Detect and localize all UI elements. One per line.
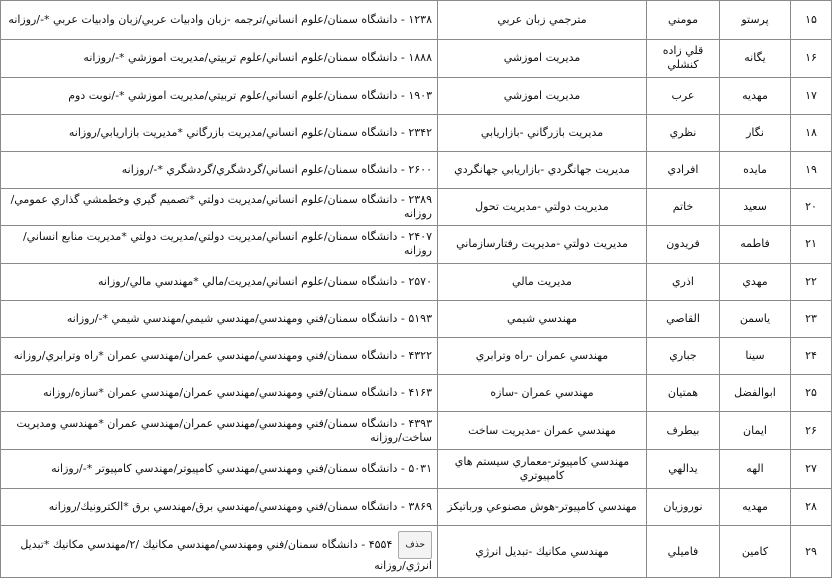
last-name-cell [647, 114, 720, 151]
program-cell-text: ۱۲۳۸ - دانشگاه سمنان/علوم انساني/ترجمه -زبان وادبيات عربي/زبان وادبيات عربي *-/روزانه [8, 13, 432, 27]
row-number-text: ۲۷ [805, 461, 817, 475]
row-number [791, 300, 832, 337]
row-number-text: ۱۵ [805, 13, 817, 27]
first-name-cell [720, 77, 791, 114]
field-cell-text: مهندسي عمران -راه وترابري [475, 349, 609, 363]
last-name-cell-text: فريدون [666, 237, 700, 251]
field-cell-text: مهندسي شيمي [506, 311, 577, 325]
program-cell-text: ۵۱۹۳ - دانشگاه سمنان/فني ومهندسي/مهندسي شيمي/مهندسي شيمي *-/روزانه [66, 311, 432, 325]
last-name-cell [647, 151, 720, 188]
field-cell [438, 114, 647, 151]
table-row [1, 375, 832, 412]
first-name-cell-text: ايمان [743, 423, 767, 437]
row-number-text: ۲۵ [805, 386, 817, 400]
table-row [1, 300, 832, 337]
row-number-text: ۲۶ [805, 423, 817, 437]
first-name-cell [720, 263, 791, 300]
row-number-text: ۱۹ [805, 163, 817, 177]
field-cell-text: مديريت بازرگاني -بازاريابي [480, 125, 604, 139]
field-cell [438, 412, 647, 449]
field-cell [438, 189, 647, 226]
field-cell-text: مديريت اموزشي [503, 51, 581, 65]
last-name-cell [647, 300, 720, 337]
row-number [791, 526, 832, 578]
program-cell-text: ۱۹۰۳ - دانشگاه سمنان/علوم انساني/علوم تربيتي/مديريت اموزشي *-/نوبت دوم [68, 88, 432, 102]
program-cell-text: ۲۵۷۰ - دانشگاه سمنان/علوم انساني/مديريت/مالي *مهندسي مالي/روزانه [97, 274, 432, 288]
field-cell [438, 449, 647, 488]
field-cell-text: مديريت اموزشي [503, 88, 581, 102]
first-name-cell-text: پرستو [741, 13, 769, 27]
field-cell [438, 488, 647, 525]
field-cell-text: مديريت دولتي -مديريت رفتارسازماني [456, 237, 628, 251]
row-number [791, 375, 832, 412]
table-row [1, 338, 832, 375]
last-name-cell-text: فاميلي [667, 544, 699, 558]
program-cell [1, 189, 438, 226]
delete-button[interactable]: حذف [398, 531, 432, 559]
row-number-text: ۱۷ [805, 88, 817, 102]
last-name-cell-text: قلي زاده كنشلي [662, 44, 704, 72]
field-cell [438, 263, 647, 300]
table-row [1, 189, 832, 226]
row-number [791, 151, 832, 188]
table-row [1, 488, 832, 525]
last-name-cell [647, 40, 720, 77]
field-cell-text: مترجمي زبان عربي [497, 13, 587, 27]
program-cell-text: ۵۰۳۱ - دانشگاه سمنان/فني ومهندسي/مهندسي كامپيوتر/مهندسي كامپيوتر *-/روزانه [51, 461, 432, 475]
program-cell [1, 488, 438, 525]
first-name-cell-text: سعيد [743, 200, 767, 214]
first-name-cell-text: كامين [741, 544, 769, 558]
first-name-cell-text: سينا [745, 349, 765, 363]
field-cell [438, 226, 647, 263]
last-name-cell-text: مومني [668, 13, 698, 27]
program-cell [1, 300, 438, 337]
table-row [1, 40, 832, 77]
first-name-cell [720, 1, 791, 40]
program-cell [1, 412, 438, 449]
program-cell-text: ۴۳۲۲ - دانشگاه سمنان/فني ومهندسي/مهندسي عمران/مهندسي عمران *راه وترابري/روزانه [13, 349, 432, 363]
last-name-cell-text: افرادي [667, 163, 699, 177]
program-cell [1, 263, 438, 300]
last-name-cell [647, 338, 720, 375]
table-row [1, 1, 832, 40]
row-number-text: ۲۰ [805, 200, 817, 214]
first-name-cell [720, 412, 791, 449]
results-table-body [1, 1, 832, 578]
program-cell [1, 151, 438, 188]
last-name-cell [647, 375, 720, 412]
first-name-cell-text: مايده [743, 163, 767, 177]
program-cell-text: ۴۱۶۳ - دانشگاه سمنان/فني ومهندسي/مهندسي عمران/مهندسي عمران *سازه/روزانه [43, 386, 432, 400]
first-name-cell [720, 526, 791, 578]
row-number [791, 488, 832, 525]
table-row [1, 77, 832, 114]
first-name-cell-text: مهديه [742, 500, 768, 514]
first-name-cell-text: ياسمن [739, 311, 771, 325]
last-name-cell-text: القاصي [666, 311, 700, 325]
field-cell [438, 375, 647, 412]
first-name-cell [720, 338, 791, 375]
program-cell [1, 226, 438, 263]
table-row [1, 114, 832, 151]
row-number [791, 412, 832, 449]
last-name-cell [647, 449, 720, 488]
last-name-cell-text: بيطرف [666, 423, 700, 437]
last-name-cell-text: نظري [669, 125, 697, 139]
program-cell-text: ۲۳۸۹ - دانشگاه سمنان/علوم انساني/مديريت دولتي *تصميم گيري وخطمشي گذاري عمومي/روزانه [10, 193, 432, 221]
last-name-cell [647, 77, 720, 114]
field-cell-text: مهندسي عمران -سازه [490, 386, 594, 400]
first-name-cell [720, 449, 791, 488]
first-name-cell-text: يگانه [744, 51, 766, 65]
row-number [791, 189, 832, 226]
last-name-cell-text: همتيان [667, 386, 699, 400]
last-name-cell [647, 526, 720, 578]
first-name-cell [720, 40, 791, 77]
field-cell [438, 151, 647, 188]
row-number-text: ۱۸ [805, 125, 817, 139]
last-name-cell [647, 226, 720, 263]
first-name-cell-text: الهه [746, 461, 764, 475]
row-number [791, 1, 832, 40]
row-number [791, 338, 832, 375]
program-cell-text: ۴۵۵۴ - دانشگاه سمنان/فني ومهندسي/مهندسي مكانيك /۲/مهندسي مكانيك *تبديل انرژي/روزانه [20, 537, 432, 572]
field-cell-text: مهندسي كامپيوتر-معماري سيستم هاي كامپيوتري [454, 454, 630, 482]
first-name-cell-text: مهديه [742, 88, 768, 102]
field-cell-text: مهندسي عمران -مديريت ساخت [468, 423, 616, 437]
program-cell-text: ۴۳۹۳ - دانشگاه سمنان/فني ومهندسي/مهندسي عمران/مهندسي عمران *مهندسي ومديريت ساخت/روزانه [16, 416, 432, 444]
last-name-cell [647, 412, 720, 449]
table-row [1, 226, 832, 263]
field-cell [438, 1, 647, 40]
program-cell-text: ۲۳۴۲ - دانشگاه سمنان/علوم انساني/مديريت بازرگاني *مديريت بازاريابي/روزانه [68, 125, 432, 139]
program-cell [1, 77, 438, 114]
last-name-cell-text: عرب [671, 88, 695, 102]
first-name-cell [720, 151, 791, 188]
first-name-cell [720, 114, 791, 151]
row-number [791, 114, 832, 151]
row-number [791, 226, 832, 263]
row-number [791, 449, 832, 488]
table-row [1, 412, 832, 449]
table-row [1, 263, 832, 300]
last-name-cell [647, 263, 720, 300]
last-name-cell [647, 488, 720, 525]
first-name-cell [720, 300, 791, 337]
program-cell-text: ۲۴۰۷ - دانشگاه سمنان/علوم انساني/مديريت دولتي/مديريت دولتي *مديريت منابع انساني/روزانه [22, 230, 432, 258]
row-number-text: ۲۳ [805, 311, 817, 325]
row-number [791, 40, 832, 77]
program-cell [1, 1, 438, 40]
last-name-cell-text: خاتم [672, 200, 694, 214]
last-name-cell [647, 189, 720, 226]
program-cell-text: ۳۸۶۹ - دانشگاه سمنان/فني ومهندسي/مهندسي برق/مهندسي برق *الكترونيك/روزانه [48, 500, 432, 514]
first-name-cell [720, 189, 791, 226]
first-name-cell-text: نگار [746, 125, 764, 139]
field-cell-text: مديريت جهانگردي -بازاريابي جهانگردي [454, 163, 630, 177]
field-cell [438, 40, 647, 77]
field-cell [438, 338, 647, 375]
program-cell-text: ۲۶۰۰ - دانشگاه سمنان/علوم انساني/گردشگري/گردشگري *-/روزانه [121, 163, 432, 177]
last-name-cell-text: اذري [672, 274, 694, 288]
first-name-cell-text: ابوالفضل [734, 386, 776, 400]
table-row [1, 151, 832, 188]
row-number [791, 77, 832, 114]
first-name-cell [720, 488, 791, 525]
row-number-text: ۲۱ [805, 237, 817, 251]
table-row [1, 449, 832, 488]
program-cell [1, 338, 438, 375]
program-cell [1, 114, 438, 151]
first-name-cell-text: فاطمه [740, 237, 770, 251]
field-cell-text: مديريت دولتي -مديريت تحول [475, 200, 609, 214]
program-cell [1, 526, 438, 578]
row-number-text: ۲۹ [805, 544, 817, 558]
first-name-cell-text: مهدي [742, 274, 768, 288]
last-name-cell-text: نوروزيان [663, 500, 703, 514]
row-number-text: ۲۸ [805, 500, 817, 514]
field-cell [438, 77, 647, 114]
row-number [791, 263, 832, 300]
last-name-cell [647, 1, 720, 40]
table-row [1, 526, 832, 578]
program-cell [1, 375, 438, 412]
row-number-text: ۱۶ [805, 51, 817, 65]
program-cell-text: ۱۸۸۸ - دانشگاه سمنان/علوم انساني/علوم تربيتي/مديريت اموزشي *-/روزانه [83, 51, 432, 65]
last-name-cell-text: يدالهي [668, 461, 698, 475]
last-name-cell-text: جباري [669, 349, 697, 363]
program-cell [1, 40, 438, 77]
field-cell-text: مهندسي كامپيوتر-هوش مصنوعي ورباتيكز [447, 500, 637, 514]
row-number-text: ۲۴ [805, 349, 817, 363]
first-name-cell [720, 375, 791, 412]
field-cell [438, 300, 647, 337]
field-cell [438, 526, 647, 578]
program-cell [1, 449, 438, 488]
field-cell-text: مديريت مالي [512, 274, 572, 288]
field-cell-text: مهندسي مكانيك -تبديل انرژي [475, 544, 609, 558]
row-number-text: ۲۲ [805, 274, 817, 288]
first-name-cell [720, 226, 791, 263]
